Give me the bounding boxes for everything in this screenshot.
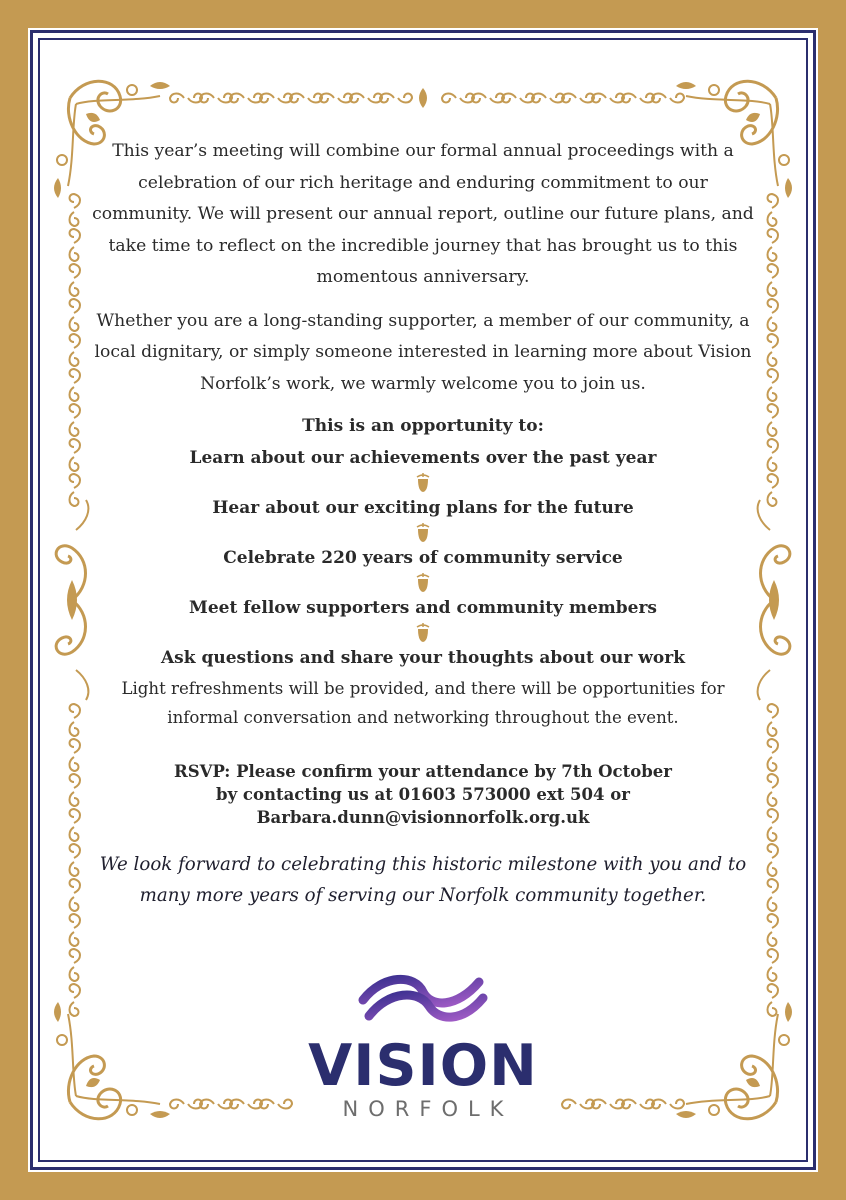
invitation-page	[28, 28, 818, 1172]
rsvp-email[interactable]: Barbara.dunn@visionnorfolk.org.uk	[256, 808, 590, 827]
rsvp-line: by contacting us at 01603 573000 ext 504 or	[216, 785, 630, 804]
acorn-divider-icon	[414, 522, 432, 543]
logo-subtitle: NORFOLK	[342, 1097, 514, 1121]
vision-norfolk-logo	[278, 968, 568, 1122]
list-item: Learn about our achievements over the past year	[189, 448, 657, 468]
logo-wordmark: VISION	[308, 1033, 538, 1099]
list-item: Celebrate 220 years of community service	[223, 548, 623, 568]
rsvp-block	[88, 760, 758, 829]
acorn-divider-icon	[414, 572, 432, 593]
closing-message: We look forward to celebrating this historic milestone with you and to many more years of serving our Norfolk community together.	[99, 854, 747, 906]
opportunity-heading: This is an opportunity to:	[302, 416, 544, 436]
eye-waves-icon	[353, 968, 493, 1028]
acorn-divider-icon	[414, 622, 432, 643]
invitation-body	[88, 136, 758, 929]
list-item: Ask questions and share your thoughts about our work	[160, 648, 685, 668]
list-item: Meet fellow supporters and community members	[189, 598, 657, 618]
list-item: Hear about our exciting plans for the future	[212, 498, 634, 518]
welcome-paragraph: Whether you are a long-standing supporter, a member of our community, a local dignitary, or simply someone interested in learning more about Vision Norfolk’s work, we warmly welcome you to join us.	[94, 310, 752, 394]
intro-paragraph: This year’s meeting will combine our formal annual proceedings with a celebration of our rich heritage and enduring commitment to our community. We will present our annual report, outline our future plans, and take time to reflect on the incredible journey that has brought us to this momentous anniversary.	[92, 141, 754, 287]
opportunity-list	[88, 446, 758, 670]
acorn-divider-icon	[414, 472, 432, 493]
rsvp-line: RSVP: Please confirm your attendance by 7th October	[174, 762, 672, 781]
refreshments-paragraph: Light refreshments will be provided, and there will be opportunities for informal conversation and networking throughout the event.	[121, 679, 725, 727]
